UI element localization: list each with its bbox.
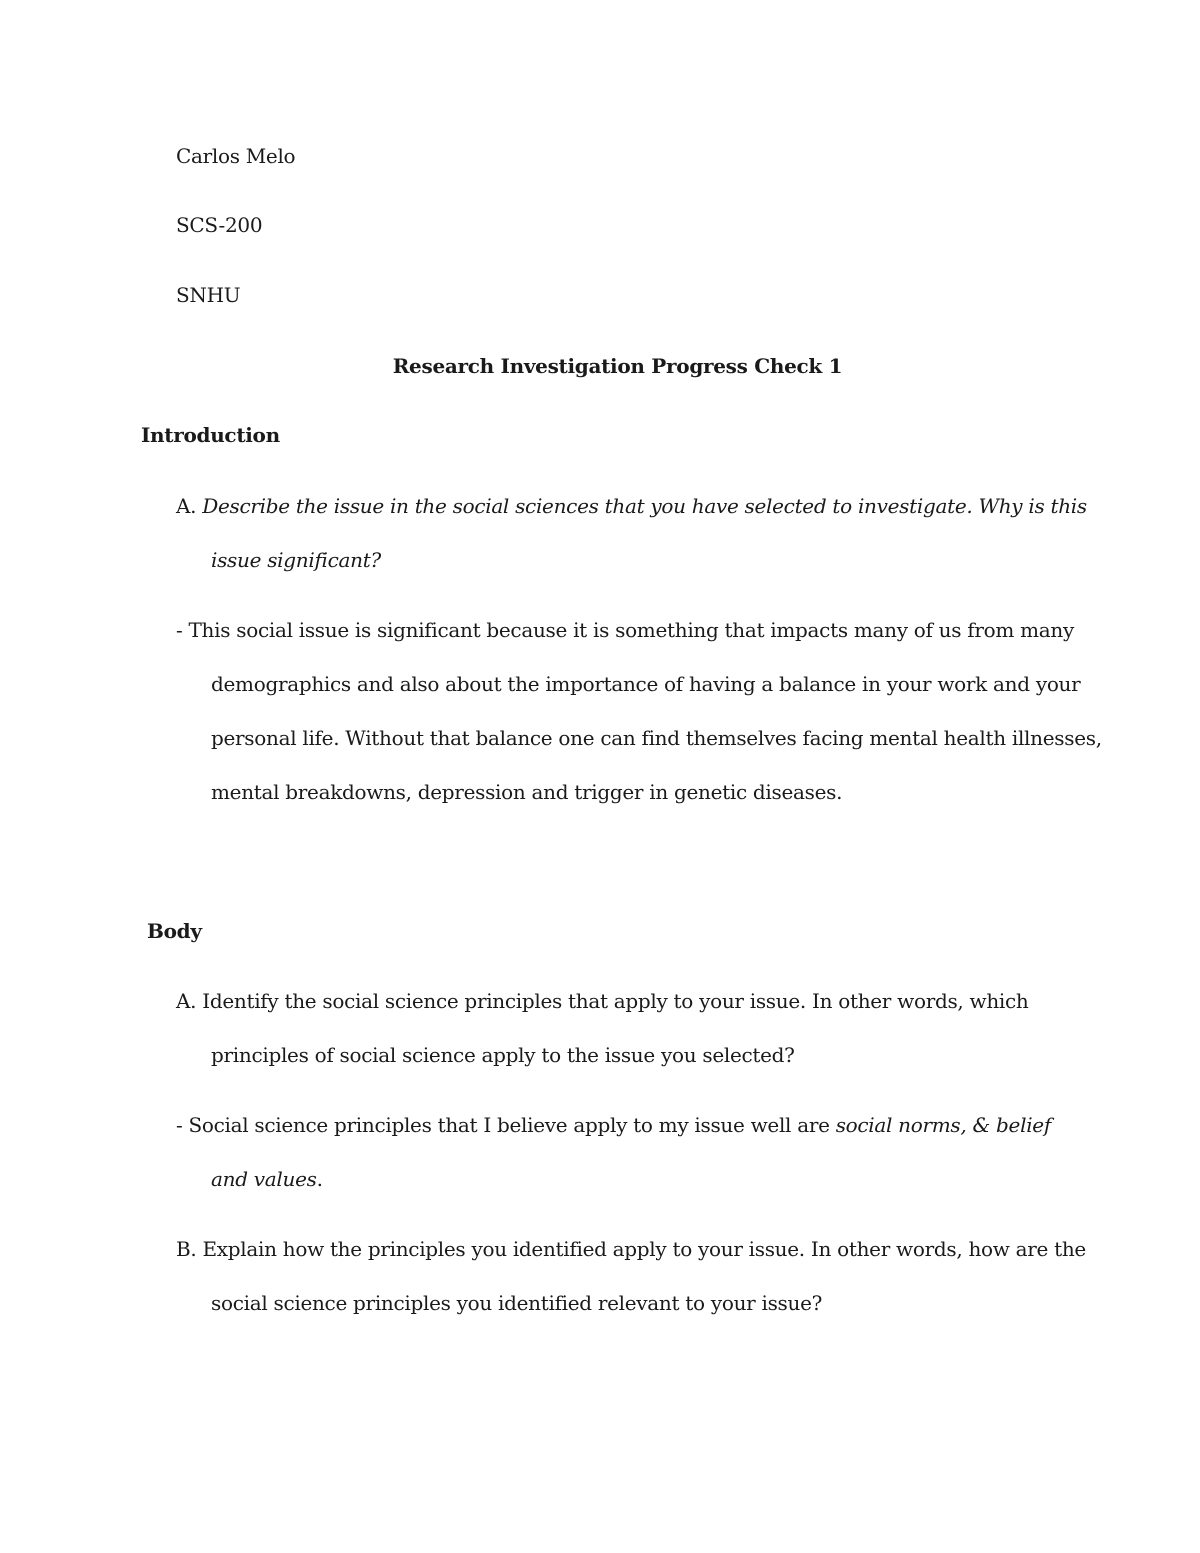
body-question-b-line2: social science principles you identified relevant to your issue? xyxy=(211,1291,823,1315)
body-question-a-line1: A. Identify the social science principles that apply to your issue. In other words, which xyxy=(176,989,1029,1013)
intro-question-a-line1 xyxy=(176,492,1087,520)
body-answer-a-italic: social norms, & belief xyxy=(835,1113,1051,1137)
intro-answer-a-line3: personal life. Without that balance one can find themselves facing mental health illnesses, xyxy=(211,726,1102,750)
intro-question-a-line2: issue significant? xyxy=(211,548,381,572)
document-title: Research Investigation Progress Check 1 xyxy=(392,354,843,378)
intro-answer-a-line2: demographics and also about the importance of having a balance in your work and your xyxy=(211,672,1081,696)
intro-answer-a-line1: - This social issue is significant because it is something that impacts many of us from many xyxy=(176,618,1074,642)
body-question-b-line1: B. Explain how the principles you identified apply to your issue. In other words, how are the xyxy=(176,1237,1086,1261)
body-answer-a-line1 xyxy=(176,1111,1051,1139)
course-code: SCS-200 xyxy=(176,213,263,237)
school-name: SNHU xyxy=(176,283,241,307)
intro-question-a-text: Describe the issue in the social sciences that you have selected to investigate. Why is this xyxy=(202,494,1087,518)
body-heading: Body xyxy=(147,919,202,943)
body-answer-a-plain: - Social science principles that I believe apply to my issue well are xyxy=(176,1113,836,1137)
author-name: Carlos Melo xyxy=(176,144,296,168)
introduction-heading: Introduction xyxy=(141,423,280,447)
intro-answer-a-line4: mental breakdowns, depression and trigger in genetic diseases. xyxy=(211,780,843,804)
body-answer-a-period: . xyxy=(316,1167,323,1191)
body-question-a-line2: principles of social science apply to the issue you selected? xyxy=(211,1043,795,1067)
intro-question-a-marker: A. xyxy=(176,494,197,518)
body-answer-a-line2 xyxy=(211,1165,323,1193)
body-answer-a-italic-2: and values xyxy=(211,1167,317,1191)
